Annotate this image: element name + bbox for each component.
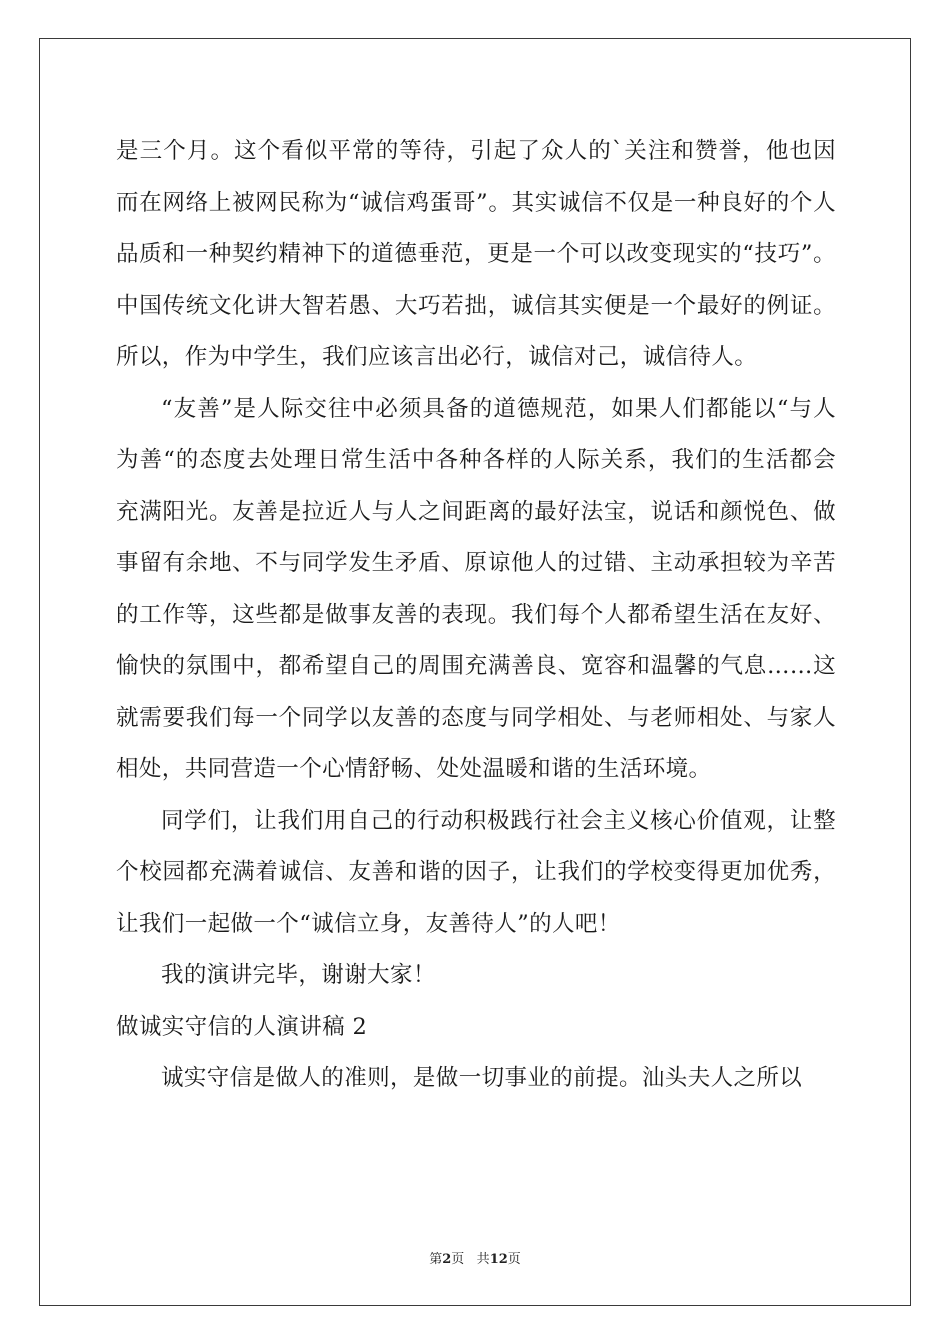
document-body bbox=[116, 126, 836, 1105]
section-heading: 做诚实守信的人演讲稿 2 bbox=[116, 1013, 368, 1040]
paragraph-5: 诚实守信是做人的准则，是做一切事业的前提。汕头夫人之所以 bbox=[161, 1065, 803, 1091]
page-suffix: 页 bbox=[451, 1252, 465, 1267]
paragraph-1: 是三个月。这个看似平常的等待，引起了众人的`关注和赞誉，他也因而在网络上被网民称为“诚信鸡蛋哥”。其实诚信不仅是一种良好的个人品质和一种契约精神下的道德垂范，更是一个可以改变现实的“技巧”。中国传统文化讲大智若愚、大巧若拙，诚信其实便是一个最好的例证。所以，作为中学生，我们应该言出必行，诚信对己，诚信待人。 bbox=[116, 138, 836, 370]
total-pages: 12 bbox=[489, 1252, 508, 1267]
paragraph-3: 同学们，让我们用自己的行动积极践行社会主义核心价值观，让整个校园都充满着诚信、友善和谐的因子，让我们的学校变得更加优秀，让我们一起做一个“诚信立身，友善待人”的人吧！ bbox=[116, 807, 836, 937]
total-suffix: 页 bbox=[507, 1252, 521, 1267]
paragraph-2: “友善”是人际交往中必须具备的道德规范，如果人们都能以“与人为善“的态度去处理日常生活中各种各样的人际关系，我们的生活都会充满阳光。友善是拉近人与人之间距离的最好法宝，说话和颜悦色、做事留有余地、不与同学发生矛盾、原谅他人的过错、主动承担较为辛苦的工作等，这些都是做事友善的表现。我们每个人都希望生活在友好、愉快的氛围中，都希望自己的周围充满善良、宽容和温馨的气息……这就需要我们每一个同学以友善的态度与同学相处、与老师相处、与家人相处，共同营造一个心情舒畅、处处温暖和谐的生活环境。 bbox=[116, 395, 836, 782]
total-prefix: 共 bbox=[476, 1252, 490, 1267]
page-footer bbox=[0, 1248, 950, 1267]
paragraph-4: 我的演讲完毕，谢谢大家！ bbox=[161, 962, 436, 988]
page-number: 2 bbox=[442, 1252, 452, 1267]
page-prefix: 第 bbox=[429, 1252, 443, 1267]
